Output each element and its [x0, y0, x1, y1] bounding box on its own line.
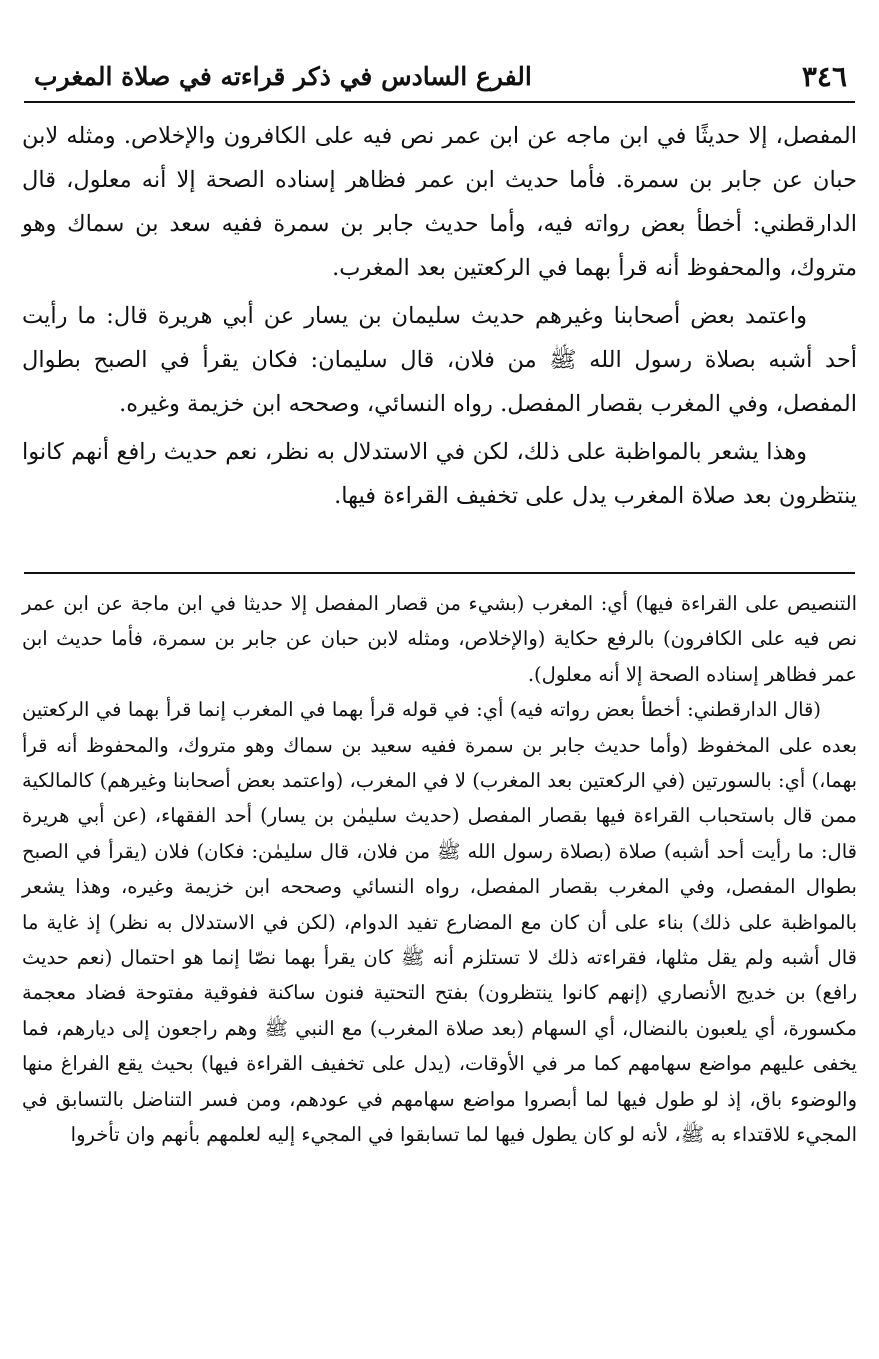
- commentary-divider: [24, 572, 855, 574]
- running-title: الفرع السادس في ذكر قراءته في صلاة المغرب: [34, 62, 532, 91]
- commentary-text: [22, 586, 857, 1153]
- header-rule: [24, 101, 855, 103]
- main-paragraph: المفصل، إلا حديثًا في ابن ماجه عن ابن عمر نص فيه على الكافرون والإخلاص. ومثله لابن حبان عن جابر بن سمرة. فأما حديث ابن عمر فظاهر إسناده الصحة إلا أنه معلول، قال الدارقطني: أخطأ بعض رواته فيه، وأما حديث جابر بن سمرة ففيه سعد بن سماك وهو متروك، والمحفوظ أنه قرأ بهما في الركعتين بعد المغرب.: [22, 123, 857, 281]
- page-header: [24, 58, 855, 98]
- page-number: ٣٤٦: [801, 60, 847, 93]
- main-paragraph: وهذا يشعر بالمواظبة على ذلك، لكن في الاستدلال به نظر، نعم حديث رافع أنهم كانوا ينتظرون بعد صلاة المغرب يدل على تخفيف القراءة فيها.: [22, 439, 857, 509]
- main-text: [22, 114, 857, 522]
- commentary-paragraph: (قال الدارقطني: أخطأ بعض رواته فيه) أي: في قوله قرأ بهما في المغرب إنما قرأ بهما في الركعتين بعده على المخفوظ (وأما حديث جابر بن سمرة ففيه سعيد بن سماك وهو متروك، والمحفوظ أنه قرأ بهما،) أي: بالسورتين (في الركعتين بعد المغرب) لا في المغرب، (واعتمد بعض أصحابنا وغيرهم) كالمالكية ممن قال باستحباب القراءة فيها بقصار المفصل (حديث سليمٰن بن يسار) أحد الفقهاء، (عن أبي هريرة قال: ما رأيت أحد أشبه) صلاة (بصلاة رسول الله ﷺ من فلان، قال سليمٰن: فكان) فلان (يقرأ في الصبح بطوال المفصل، وفي المغرب بقصار المفصل، رواه النسائي وصححه ابن خزيمة وغيره، وهذا يشعر بالمواظبة على ذلك) بناء على أن كان مع المضارع تفيد الدوام، (لكن في الاستدلال به نظر) إذ غاية ما قال أشبه ولم يقل مثلها، فقراءته ذلك لا تستلزم أنه ﷺ كان يقرأ بهما نصّا إنما هو احتمال (نعم حديث رافع) بن خديج الأنصاري (إنهم كانوا ينتظرون) بفتح التحتية فنون ساكنة ففوقية مفتوحة فضاد معجمة مكسورة، أي يلعبون بالنضال، أي السهام (بعد صلاة المغرب) مع النبي ﷺ وهم راجعون إلى ديارهم، فما يخفى عليهم مواضع سهامهم كما مر في الأوقات، (يدل على تخفيف القراءة فيها) بحيث يقع الفراغ منها والوضوء باق، إذ لو طول فيها لما أبصروا مواضع سهامهم في عودهم، ومن فسر التناضل بالتسابق في المجيء للاقتداء به ﷺ، لأنه لو كان يطول فيها لما تسابقوا في المجيء إليه لعلمهم بأنهم وان تأخروا: [21, 698, 857, 1147]
- main-paragraph: واعتمد بعض أصحابنا وغيرهم حديث سليمان بن يسار عن أبي هريرة قال: ما رأيت أحد أشبه بصلاة رسول الله ﷺ من فلان، قال سليمان: فكان يقرأ في الصبح بطوال المفصل، وفي المغرب بقصار المفصل. رواه النسائي، وصححه ابن خزيمة وغيره.: [22, 303, 857, 417]
- commentary-paragraph: التنصيص على القراءة فيها) أي: المغرب (بشيء من قصار المفصل إلا حديثا في ابن ماجة عن ابن عمر نص فيه على الكافرون) بالرفع حكاية (والإخلاص، ومثله لابن حبان عن جابر بن سمرة، فأما حديث ابن عمر فظاهر إسناده الصحة إلا أنه معلول).: [22, 592, 857, 686]
